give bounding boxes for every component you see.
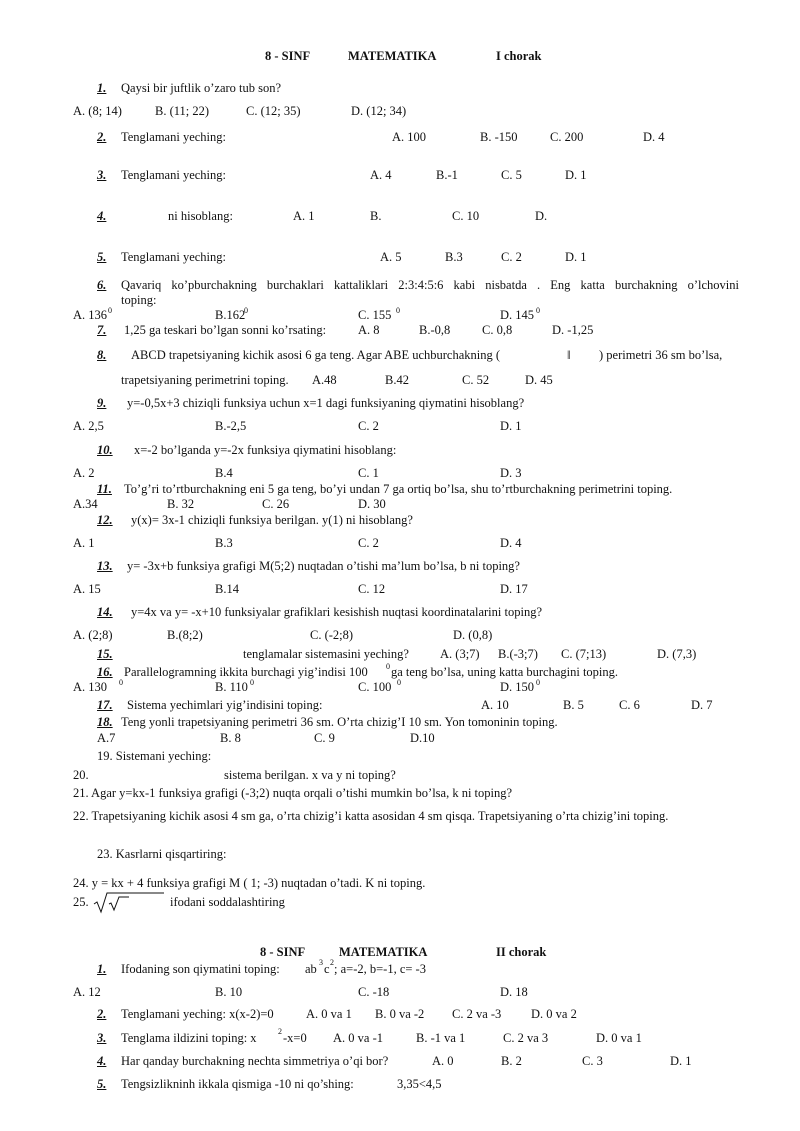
q13-text: y= -3x+b funksiya grafigi M(5;2) nuqtadan o’tishi ma’lum bo’lsa, b ni toping? [127,559,520,573]
q12-number: 12. [97,513,113,527]
q8-text-line1: ABCD trapetsiyaning kichik asosi 6 ga teng. Agar ABE uchburchakning ( [131,348,501,362]
q16-text-end: ga teng bo’lsa, uning katta burchagini toping. [391,665,619,679]
p3-text: Tenglama ildizini toping: x [121,1031,257,1045]
q9-option-d: D. 1 [500,419,522,433]
p4-number: 4. [97,1054,107,1068]
q15-option-c: C. (7;13) [561,647,607,661]
q2-option-b: B. -150 [480,130,518,144]
q6-text-line1: Qavariq ko’pburchakning burchaklari kattaliklari 2:3:4:5:6 kabi nisbatda . Eng katta burchakning o’lchovini [121,278,739,292]
q10-option-d: D. 3 [500,466,522,480]
p1-values: ; a=-2, b=-1, c= -3 [334,962,426,976]
p2-text: Tenglamani yeching: x(x-2)=0 [121,1007,274,1021]
q22-text: 22. Trapetsiyaning kichik asosi 4 sm ga, o’rta chizig’i katta asosidan 4 sm qisqa. Trapetsiyaning o’rta chizig’ini toping. [73,809,669,823]
q8-option-c: C. 52 [462,373,490,387]
q11-option-a: A.34 [73,497,98,511]
q6-degree-a: 0 [108,306,112,315]
q6-option-c: C. 155 [358,308,392,322]
q7-option-a: A. 8 [358,323,380,337]
p1-text: Ifodaning son qiymatini toping: [121,962,280,976]
header-grade: 8 - SINF [265,49,311,63]
q8-parallel-sign: ‖ [567,348,571,362]
q1-option-c: C. (12; 35) [246,104,301,118]
q4-number: 4. [97,209,107,223]
q10-number: 10. [97,443,113,457]
header2-subject: MATEMATIKA [339,945,428,959]
q5-option-c: C. 2 [501,250,522,264]
q16-option-c: C. 100 [358,680,392,694]
q9-option-b: B.-2,5 [215,419,247,433]
q11-number: 11. [97,482,112,496]
q13-option-c: C. 12 [358,582,386,596]
q7-option-d: D. -1,25 [552,323,594,337]
q11-option-b: B. 32 [167,497,195,511]
q16-option-a: A. 130 [73,680,108,694]
q1-text: Qaysi bir juftlik o’zaro tub son? [121,81,282,95]
p3-option-a: A. 0 va -1 [333,1031,383,1045]
q17-text: Sistema yechimlari yig’indisini toping: [127,698,323,712]
q21-text: 21. Agar y=kx-1 funksiya grafigi (-3;2) nuqta orqali o’tishi mumkin bo’lsa, k ni toping? [73,786,513,800]
p2-option-d: D. 0 va 2 [531,1007,577,1021]
q7-option-b: B.-0,8 [419,323,451,337]
q18-text: Teng yonli trapetsiyaning perimetri 36 sm. O’rta chizig’I 10 sm. Yon tomoninin toping. [121,715,558,729]
header2-quarter: II chorak [496,945,547,959]
p3-exp: 2 [278,1027,282,1036]
p1-option-c: C. -18 [358,985,390,999]
q20-number: 20. [73,768,89,782]
q25-number: 25. [73,895,89,909]
q20-text: sistema berilgan. x va y ni toping? [224,768,396,782]
p2-option-a: A. 0 va 1 [306,1007,352,1021]
p2-number: 2. [97,1007,107,1021]
q5-option-a: A. 5 [380,250,402,264]
q10-option-a: A. 2 [73,466,95,480]
q15-option-d: D. (7,3) [657,647,697,661]
q10-option-b: B.4 [215,466,233,480]
q10-text: x=-2 bo’lganda y=-2x funksiya qiymatini hisoblang: [134,443,397,457]
q8-text-line1-end: ) perimetri 36 sm bo’lsa, [599,348,723,362]
p4-option-a: A. 0 [432,1054,454,1068]
q6-text-line2: toping: [121,293,157,307]
q14-number: 14. [97,605,113,619]
q3-option-d: D. 1 [565,168,587,182]
q14-option-b: B.(8;2) [167,628,203,642]
q9-option-a: A. 2,5 [73,419,104,433]
q18-number: 18. [97,715,113,729]
q4-option-d: D. [535,209,548,223]
q4-option-c: C. 10 [452,209,480,223]
q18-option-c: C. 9 [314,731,335,745]
q12-option-d: D. 4 [500,536,522,550]
q24-text: 24. y = kx + 4 funksiya grafigi M ( 1; -3) nuqtadan o’tadi. K ni toping. [73,876,426,890]
q1-option-b: B. (11; 22) [155,104,210,118]
q13-option-a: A. 15 [73,582,101,596]
q17-option-d: D. 7 [691,698,713,712]
q5-text: Tenglamani yeching: [121,250,226,264]
p1-exp-b: 3 [319,958,323,967]
q13-option-d: D. 17 [500,582,528,596]
q5-number: 5. [97,250,107,264]
q12-option-a: A. 1 [73,536,95,550]
q16-option-b: B. 110 [215,680,248,694]
q2-text: Tenglamani yeching: [121,130,226,144]
radical-sign-icon [93,891,165,915]
q23-text: 23. Kasrlarni qisqartiring: [97,847,227,861]
q11-text: To’g’ri to’rtburchakning eni 5 ga teng, bo’yi undan 7 ga ortiq bo’lsa, shu to’rtburchakning perimetrini toping. [124,482,673,496]
q8-option-b: B.42 [385,373,409,387]
q14-option-c: C. (-2;8) [310,628,354,642]
p2-option-b: B. 0 va -2 [375,1007,425,1021]
q5-option-b: B.3 [445,250,463,264]
q12-text: y(x)= 3x-1 chiziqli funksiya berilgan. y(1) ni hisoblang? [131,513,413,527]
q14-option-a: A. (2;8) [73,628,113,642]
p4-option-c: C. 3 [582,1054,603,1068]
q8-number: 8. [97,348,107,362]
q3-option-b: B.-1 [436,168,458,182]
q1-option-d: D. (12; 34) [351,104,407,118]
q15-option-b: B.(-3;7) [498,647,538,661]
q9-option-c: C. 2 [358,419,379,433]
p3-option-b: B. -1 va 1 [416,1031,466,1045]
q7-option-c: C. 0,8 [482,323,513,337]
q6-option-a: A. 136 [73,308,108,322]
q4-text: ni hisoblang: [168,209,233,223]
p4-option-b: B. 2 [501,1054,522,1068]
q1-option-a: A. (8; 14) [73,104,122,118]
q8-text-line2: trapetsiyaning perimetrini toping. [121,373,289,387]
q4-option-a: A. 1 [293,209,315,223]
q17-option-a: A. 10 [481,698,509,712]
q8-option-d: D. 45 [525,373,553,387]
q6-number: 6. [97,278,107,292]
p5-expression: 3,35<4,5 [397,1077,442,1091]
q2-option-a: A. 100 [392,130,427,144]
q16-degree-d: 0 [536,678,540,687]
header-quarter: I chorak [496,49,542,63]
q7-number: 7. [97,323,107,337]
q17-option-b: B. 5 [563,698,584,712]
p1-option-b: B. 10 [215,985,243,999]
q2-option-c: C. 200 [550,130,584,144]
q15-number: 15. [97,647,113,661]
q13-option-b: B.14 [215,582,239,596]
q11-option-c: C. 26 [262,497,290,511]
p1-option-a: A. 12 [73,985,101,999]
q12-option-c: C. 2 [358,536,379,550]
p5-number: 5. [97,1077,107,1091]
p3-option-c: C. 2 va 3 [503,1031,549,1045]
q12-option-b: B.3 [215,536,233,550]
q6-degree-b: 0 [244,306,248,315]
p1-expr-ab: ab [305,962,317,976]
p1-option-d: D. 18 [500,985,528,999]
header2-grade: 8 - SINF [260,945,306,959]
q16-degree-c: 0 [397,678,401,687]
q14-text: y=4x va y= -x+10 funksiyalar grafiklari kesishish nuqtasi koordinatalarini toping? [131,605,542,619]
q16-degree-b: 0 [250,678,254,687]
q3-number: 3. [97,168,107,182]
q6-degree-c: 0 [396,306,400,315]
q25-text: ifodani soddalashtiring [170,895,285,909]
q15-option-a: A. (3;7) [440,647,480,661]
q16-degree-a: 0 [119,678,123,687]
q16-text: Parallelogramning ikkita burchagi yig’indisi 100 [124,665,368,679]
q2-option-d: D. 4 [643,130,665,144]
q8-option-a: A.48 [312,373,337,387]
q3-option-a: A. 4 [370,168,392,182]
q5-option-d: D. 1 [565,250,587,264]
p1-number: 1. [97,962,107,976]
p2-option-c: C. 2 va -3 [452,1007,502,1021]
q6-degree-d: 0 [536,306,540,315]
q19-text: 19. Sistemani yeching: [97,749,212,763]
q7-text: 1,25 ga teskari bo’lgan sonni ko’rsating: [124,323,327,337]
q16-degree-text: 0 [386,662,390,671]
q9-text: y=-0,5x+3 chiziqli funksiya uchun x=1 dagi funksiyaning qiymatini hisoblang? [127,396,525,410]
p4-option-d: D. 1 [670,1054,692,1068]
q15-text: tenglamalar sistemasini yeching? [243,647,409,661]
q2-number: 2. [97,130,107,144]
p1-exp-c: 2 [330,958,334,967]
q10-option-c: C. 1 [358,466,379,480]
q4-option-b: B. [370,209,382,223]
q18-option-a: A.7 [97,731,116,745]
q16-option-d: D. 150 [500,680,535,694]
q1-number: 1. [97,81,107,95]
q6-option-d: D. 145 [500,308,535,322]
q3-text: Tenglamani yeching: [121,168,226,182]
q17-number: 17. [97,698,113,712]
q6-option-b: B.162 [215,308,246,322]
p4-text: Har qanday burchakning nechta simmetriya o’qi bor? [121,1054,389,1068]
q11-option-d: D. 30 [358,497,386,511]
q14-option-d: D. (0,8) [453,628,493,642]
header-subject: MATEMATIKA [348,49,437,63]
q3-option-c: C. 5 [501,168,522,182]
q13-number: 13. [97,559,113,573]
p3-text-end: -x=0 [283,1031,307,1045]
q18-option-b: B. 8 [220,731,241,745]
q17-option-c: C. 6 [619,698,640,712]
q16-number: 16. [97,665,113,679]
q18-option-d: D.10 [410,731,435,745]
p3-option-d: D. 0 va 1 [596,1031,642,1045]
p1-expr-c: c [324,962,330,976]
q9-number: 9. [97,396,107,410]
p5-text: Tengsizlikninh ikkala qismiga -10 ni qo’shing: [121,1077,354,1091]
p3-number: 3. [97,1031,107,1045]
